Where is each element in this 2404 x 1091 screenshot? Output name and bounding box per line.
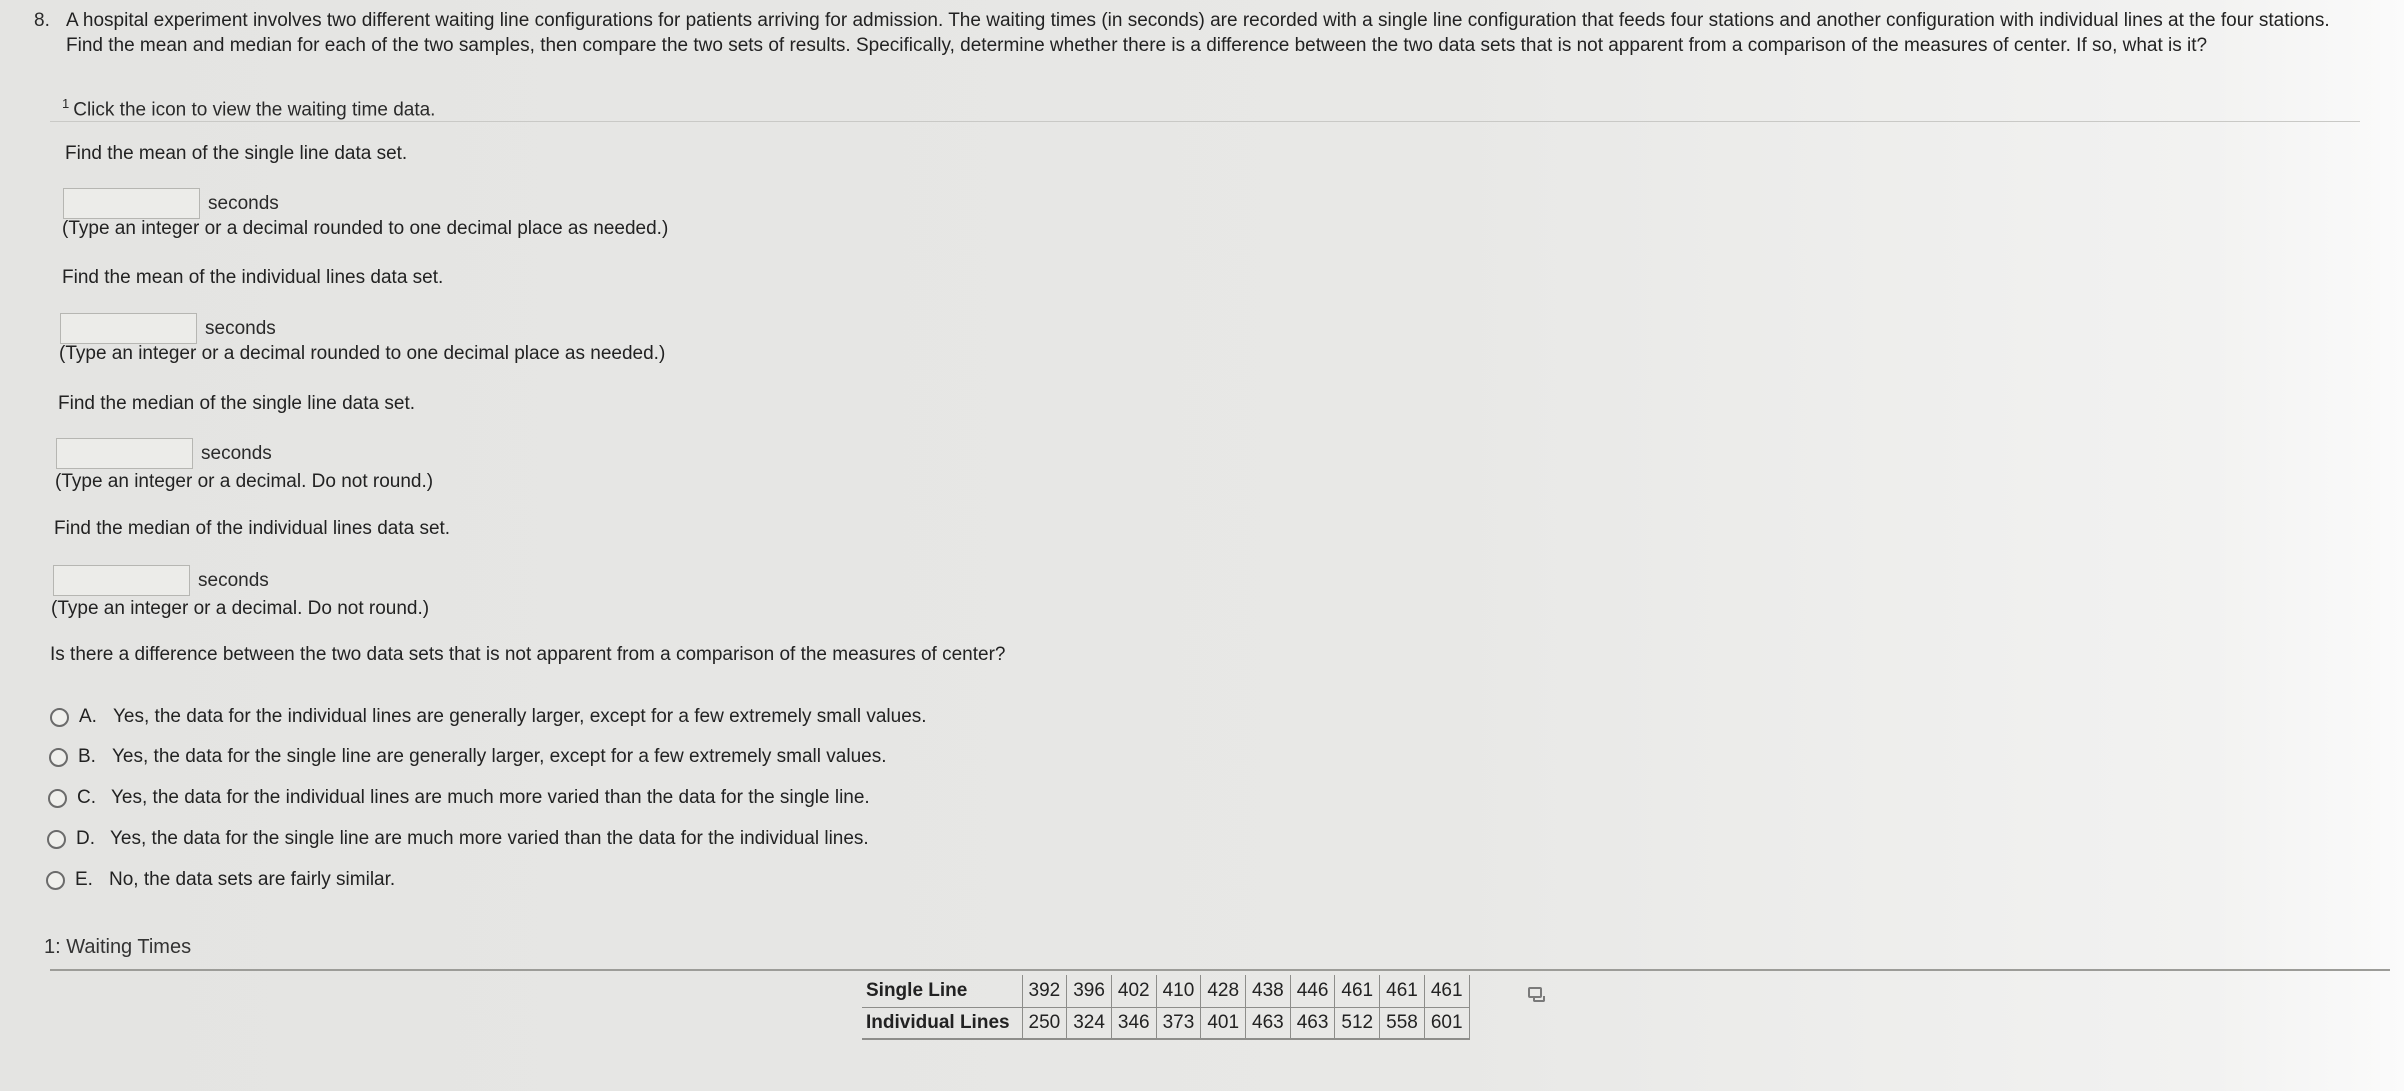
answer-row-median-single <box>56 438 272 469</box>
table-cell: 463 <box>1246 1007 1291 1039</box>
option-text: Yes, the data for the individual lines are much more varied than the data for the single line. <box>111 787 870 808</box>
prompt-median-individual: Find the median of the individual lines data set. <box>54 518 451 539</box>
question-number: 8. <box>34 10 50 31</box>
divider <box>50 121 2360 122</box>
option-text: Yes, the data for the single line are much more varied than the data for the individual lines. <box>110 828 869 849</box>
option-d[interactable] <box>47 828 869 850</box>
table-cell: 512 <box>1335 1007 1380 1039</box>
prompt-median-single: Find the median of the single line data set. <box>58 393 416 414</box>
table-cell: 402 <box>1111 975 1156 1007</box>
table-cell: 461 <box>1335 975 1380 1007</box>
data-panel-divider <box>50 969 2390 971</box>
hint-mean-individual: (Type an integer or a decimal rounded to one decimal place as needed.) <box>59 343 666 364</box>
answer-row-mean-single <box>63 188 279 219</box>
radio-button[interactable] <box>46 871 65 890</box>
option-letter: D. <box>76 828 95 849</box>
hint-median-single: (Type an integer or a decimal. Do not round.) <box>55 471 434 492</box>
option-c[interactable] <box>48 787 870 809</box>
radio-button[interactable] <box>47 830 66 849</box>
table-cell: 346 <box>1111 1007 1156 1039</box>
table-cell: 250 <box>1022 1007 1067 1039</box>
table-cell: 601 <box>1424 1007 1469 1039</box>
question-text: A hospital experiment involves two different waiting line configurations for patients arriving for admission. The waiting times (in seconds) are recorded with a single line configuration that feeds four stations and another configuration with individual lines at the four stations. Find the mean and median for each of the two samples, then compare the two sets of results. Specifically, determine whether there is a difference between the two data sets that is not apparent from a comparison of the measures of center. If so, what is it? <box>66 10 2330 56</box>
unit-label: seconds <box>201 442 272 464</box>
table-cell: 392 <box>1022 975 1067 1007</box>
option-a[interactable] <box>50 706 927 728</box>
table-cell: 373 <box>1156 1007 1201 1039</box>
radio-button[interactable] <box>48 789 67 808</box>
mean-individual-input[interactable] <box>60 313 197 344</box>
median-single-input[interactable] <box>56 438 193 469</box>
answer-row-mean-individual <box>60 313 276 344</box>
answer-row-median-individual <box>53 565 269 596</box>
waiting-times-table <box>862 975 1470 1040</box>
hint-median-individual: (Type an integer or a decimal. Do not round.) <box>51 598 430 619</box>
table-row-individual-lines <box>862 1007 1469 1039</box>
option-letter: A. <box>79 706 97 727</box>
table-cell: 396 <box>1067 975 1112 1007</box>
option-letter: C. <box>77 787 96 808</box>
option-letter: B. <box>78 746 96 767</box>
unit-label: seconds <box>208 192 279 214</box>
prompt-mean-single: Find the mean of the single line data set. <box>65 143 408 164</box>
footnote-mark: 1 <box>62 96 70 111</box>
table-cell: 461 <box>1424 975 1469 1007</box>
option-b[interactable] <box>49 746 886 768</box>
table-cell: 461 <box>1380 975 1425 1007</box>
table-cell: 463 <box>1290 1007 1335 1039</box>
option-text: Yes, the data for the single line are generally larger, except for a few extremely small values. <box>112 746 887 767</box>
table-cell: 401 <box>1201 1007 1246 1039</box>
option-text: No, the data sets are fairly similar. <box>109 869 396 890</box>
row-label: Individual Lines <box>862 1007 1022 1039</box>
data-panel-title: 1: Waiting Times <box>44 936 192 958</box>
radio-button[interactable] <box>49 748 68 767</box>
table-row-single-line <box>862 975 1469 1007</box>
option-letter: E. <box>75 869 93 890</box>
table-cell: 410 <box>1156 975 1201 1007</box>
prompt-comparison: Is there a difference between the two data sets that is not apparent from a comparison of the measures of center? <box>50 644 1006 665</box>
row-label: Single Line <box>862 975 1022 1007</box>
unit-label: seconds <box>198 569 269 591</box>
prompt-mean-individual: Find the mean of the individual lines data set. <box>62 267 444 288</box>
mean-single-input[interactable] <box>63 188 200 219</box>
footnote-text: Click the icon to view the waiting time data. <box>73 99 436 121</box>
footnote-link[interactable] <box>62 96 435 121</box>
table-cell: 438 <box>1246 975 1291 1007</box>
copy-icon[interactable] <box>1528 987 1542 998</box>
option-text: Yes, the data for the individual lines are generally larger, except for a few extremely small values. <box>113 706 927 727</box>
table-cell: 558 <box>1380 1007 1425 1039</box>
radio-button[interactable] <box>50 708 69 727</box>
median-individual-input[interactable] <box>53 565 190 596</box>
hint-mean-single: (Type an integer or a decimal rounded to one decimal place as needed.) <box>62 218 669 239</box>
option-e[interactable] <box>46 869 395 891</box>
unit-label: seconds <box>205 317 276 339</box>
table-cell: 446 <box>1290 975 1335 1007</box>
table-cell: 324 <box>1067 1007 1112 1039</box>
table-cell: 428 <box>1201 975 1246 1007</box>
